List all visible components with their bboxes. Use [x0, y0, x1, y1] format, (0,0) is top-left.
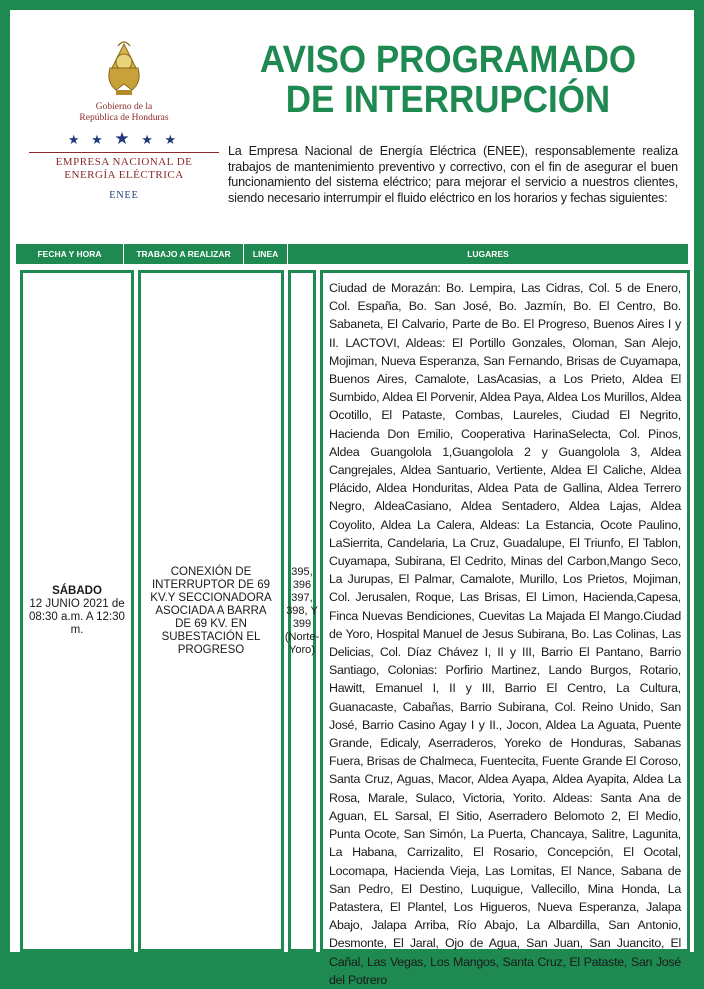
company-name-line-2: ENERGÍA ELÉCTRICA: [64, 169, 184, 181]
date-time-value: 12 JUNIO 2021 de 08:30 a.m. A 12:30 m.: [29, 598, 125, 636]
honduras-coat-of-arms-icon: [102, 38, 146, 98]
logo-block: [24, 38, 224, 201]
line-cell: 395, 396 397, 398, Y 399 (Norte-Yoro): [288, 270, 316, 952]
title-line-1: AVISO PROGRAMADO: [259, 39, 637, 81]
table-row: [20, 270, 690, 987]
date-time-cell: [20, 270, 134, 952]
header-work: TRABAJO A REALIZAR: [124, 244, 244, 264]
notice-frame: [8, 8, 696, 987]
divider: [29, 152, 219, 153]
places-cell: Ciudad de Morazán: Bo. Lempira, Las Cidras, Col. 5 de Enero, Col. España, Bo. San José, Bo. Jazmín, Bo. El Centro, Bo. Sabaneta, El Calvario, Parte de Bo. El Progreso, Buenos Aires I y II. LACTOVI, Aldeas: El Portillo Gonzales, Oloman, San Alejo, Mojiman, Nueva Esperanza, San Fernando, Brisas de Cuyamapa, Buenos Aires, Camalote, LasAcasias, a Los Prieto, Aldea El Sumbido, Aldea El Porvenir, Aldea Paya, Aldea Los Murillos, Aldea Ocotillo, El Pataste, Combas, Laureles, Ciudad El Negrito, Hacienda Don Emilio, Cooperativa HarinaSelecta, Col. Pinos, Aldea Guangolola 1,Guangolola 2 y Guangolola 3, Aldea Cangrejales, Aldea Santuario, Vertiente, Aldea El Caliche, Aldea Plácido, Aldea Honduritas, Aldea Pata de Gallina, Aldea Terrero Negro, AldeaCasiano, Aldea Sentadero, Aldea Lajas, Aldea Coyolito, Aldea La Calera, Aldeas: La Estancia, Ocote Paulino, LaSierrita, Candelaria, La Cruz, Guadalupe, El Triunfo, El Tablon, Cuyamapa, Subirana, El Cedrito, Minas del Carbon,Mango Seco, La Jurupas, El Palmar, Camalote, Murillo, Los Prietos, Mojiman, Col. Jerusalen, Roque, Las Brisas, El Limon, Hacienda,Capesa, Finca Nuevas Bendiciones, Cuevitas La Majada El Mango.Ciudad de Yoro, Hospital Manuel de Jesus Subirana, Bo. Las Colinas, Las Delicias, Col. Díaz Chávez I, II y III, Barrio El Pantano, Barrio Santiago, Colonias: Porfirio Martinez, Lando Burgos, Rotario, Hawitt, Emanuel I, II y III, Barrio El Centro, La Cultura, Guanacaste, Cabañas, Barrio Subirana, Col. Reino Unido, San José, Barrio Casino Agay I y II., Jocon, Aldea La Aguata, Puente Grande, Edicaly, Aserraderos, Yoreko de Honduras, Sabanas Fuera, Brisas de Chalmeca, Fuentecita, Fuente Grande El Coroso, Santa Cruz, Aguas, Macor, Aldea Ayapa, Aldea Ayapita, Aldea La Rosa, Marale, Sulaco, Victoria, Yorito. Aldeas: Santa Ana de Aguan, EL Sarsal, El Sitio, Aserradero Belomoto 2, El Medio, Punta Ocote, San Simón, La Puerta, Chancaya, Salitre, Lagunita, La Habana, Carrizalito, El Rosario, Concepción, El Ocotal, Locomapa, Hacienda Vieja, Las Lomitas, El Nance, Sabana de San Pedro, El Destino, Luquigue, Vallecillo, Mina Honda, La Patastera, El Plantel, Los Higueros, Nueva Esperanza, Jalapa Abajo, Jalapa Arriba, Río Abajo, La Albardilla, San Antonio, Desmonte, El Jaral, Ojo de Agua, San Juan, San Juancito, El Cañal, Las Vegas, Los Mangos, Santa Cruz, El Pataste, San José del Potrero: [320, 270, 690, 952]
work-cell: CONEXIÓN DE INTERRUPTOR DE 69 KV.Y SECCIONADORA ASOCIADA A BARRA DE 69 KV. EN SUBESTACIÓN EL PROGRESO: [138, 270, 284, 952]
page-title: [246, 40, 651, 120]
day-label: SÁBADO: [52, 585, 102, 597]
table-header: [16, 244, 688, 264]
intro-paragraph: La Empresa Nacional de Energía Eléctrica (ENEE), responsablemente realiza trabajos de mantenimiento preventivo y correctivo, con el fin de asegurar el buen funcionamiento del sistema eléctrico; para mejorar el servicio a nuestros clientes, siendo necesario interrumpir el fluido eléctrico en los horarios y fechas siguientes:: [228, 144, 678, 205]
header-places: LUGARES: [467, 249, 509, 259]
company-name: [24, 156, 224, 182]
government-name: [24, 102, 224, 124]
government-line-2: República de Honduras: [79, 113, 169, 123]
company-name-line-1: EMPRESA NACIONAL DE: [55, 156, 193, 168]
header: [10, 10, 694, 238]
header-line: LINEA: [244, 244, 288, 264]
title-line-2: DE INTERRUPCIÓN: [285, 79, 611, 121]
header-date-time: FECHA Y HORA: [16, 244, 124, 264]
company-abbreviation: ENEE: [109, 190, 139, 201]
government-line-1: Gobierno de la: [95, 102, 153, 112]
five-stars-icon: ★ ★ ★ ★ ★: [67, 129, 181, 148]
